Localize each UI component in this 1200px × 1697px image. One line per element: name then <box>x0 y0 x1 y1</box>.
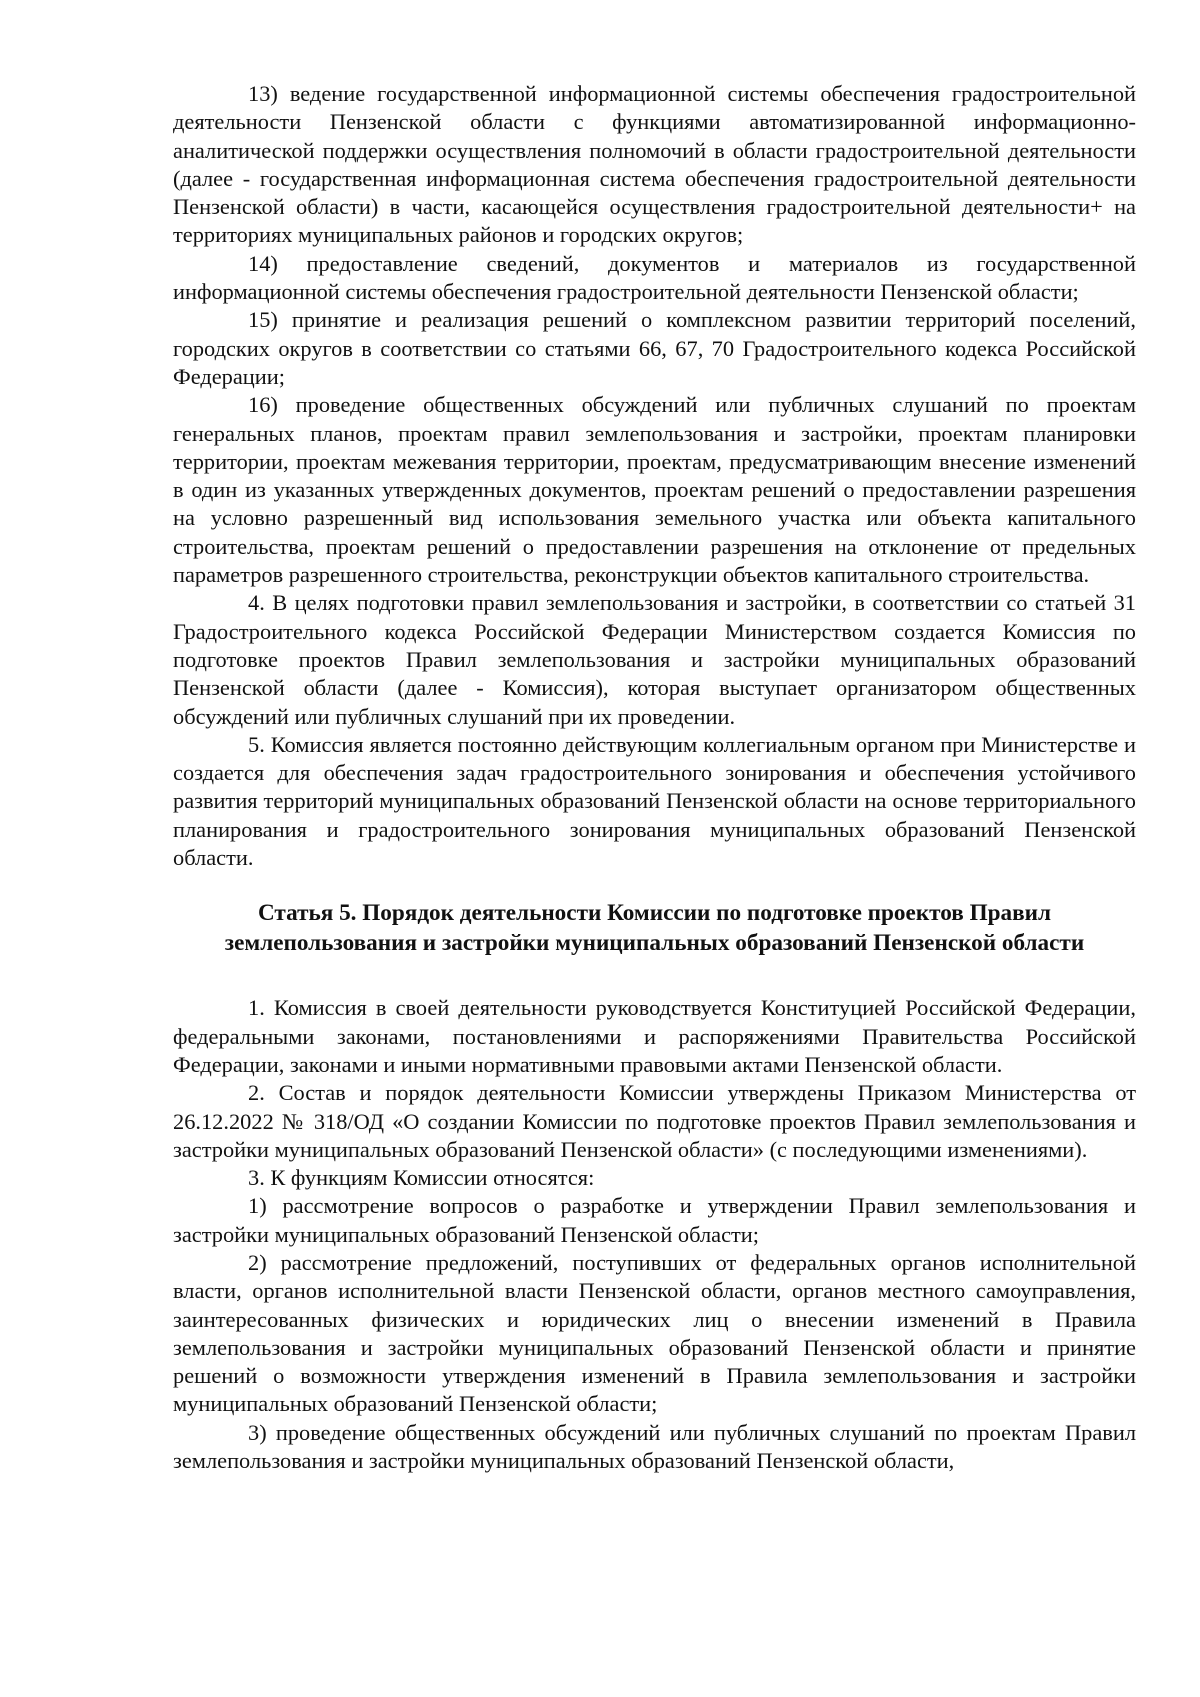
paragraph-section-5: 5. Комиссия является постоянно действующим коллегиальным органом при Министерстве и создается для обеспечения задач градостроительного зонирования и обеспечения устойчивого развития территорий муниципальных образований Пензенской области на основе территориального планирования и градостроительного зонирования муниципальных образований Пензенской области. <box>173 731 1136 871</box>
paragraph-article5-item-3: 3. К функциям Комиссии относятся: <box>248 1165 595 1191</box>
paragraph-section-4: 4. В целях подготовки правил землепользования и застройки, в соответствии со статьей 31 Градостроительного кодекса Российской Федерации Министерством создается Комиссия по подготовке проектов Правил землепользования и застройки муниципальных образований Пензенской области (далее - Комиссия), которая выступает организатором общественных обсуждений или публичных слушаний при их проведении. <box>173 590 1136 729</box>
paragraph-article5-item-2: 2. Состав и порядок деятельности Комиссии утверждены Приказом Министерства от 26.12.2022 № 318/ОД «О создании Комиссии по подготовке проектов Правил землепользования и застройки муниципальных образований Пензенской области» (с последующими изменениями). <box>173 1080 1136 1162</box>
paragraph-function-2: 2) рассмотрение предложений, поступивших от федеральных органов исполнительной власти, органов исполнительной власти Пензенской области, органов местного самоуправления, заинтересованных физических и юридических лиц о внесении изменений в Правила землепользования и застройки муниципальных образований Пензенской области и принятие решений о возможности утверждения изменений в Правила землепользования и застройки муниципальных образований Пензенской области; <box>173 1249 1136 1417</box>
paragraph-function-1: 1) рассмотрение вопросов о разработке и утверждении Правил землепользования и застройки муниципальных образований Пензенской области; <box>173 1193 1136 1247</box>
paragraph-item-15: 15) принятие и реализация решений о комплексном развитии территорий поселений, городских округов в соответствии со статьями 66, 67, 70 Градостроительного кодекса Российской Федерации; <box>173 307 1136 389</box>
paragraph-item-16: 16) проведение общественных обсуждений или публичных слушаний по проектам генеральных планов, проектам правил землепользования и застройки, проектам планировки территории, проектам межевания территории, проектам, предусматривающим внесение изменений в один из указанных утвержденных документов, проектам решений о предоставлении разрешения на условно разрешенный вид использования земельного участка или объекта капитального строительства, проектам решений о предоставлении разрешения на отклонение от предельных параметров разрешенного строительства, реконструкции объектов капитального строительства. <box>173 392 1136 588</box>
paragraph-article5-item-1: 1. Комиссия в своей деятельности руководствуется Конституцией Российской Федерации, федеральными законами, постановлениями и распоряжениями Правительства Российской Федерации, законами и иными нормативными правовыми актами Пензенской области. <box>173 995 1136 1077</box>
paragraph-function-3: 3) проведение общественных обсуждений или публичных слушаний по проектам Правил землепользования и застройки муниципальных образований Пензенской области, <box>173 1419 1136 1474</box>
article-heading: Статья 5. Порядок деятельности Комиссии по подготовке проектов Правил землепользования и застройки муниципальных образований Пензенской области <box>224 900 1085 956</box>
paragraph-item-13: 13) ведение государственной информационной системы обеспечения градостроительной деятельности Пензенской области с функциями автоматизированной информационно-аналитической поддержки осуществления полномочий в области градостроительной деятельности (далее - государственная информационная система обеспечения градостроительной деятельности Пензенской области) в части, касающейся осуществления градостроительной деятельности+ на территориях муниципальных районов и городских округов; <box>173 81 1136 248</box>
document-page <box>173 80 1136 1475</box>
paragraph-item-14: 14) предоставление сведений, документов и материалов из государственной информационной системы обеспечения градостроительной деятельности Пензенской области; <box>173 250 1136 305</box>
